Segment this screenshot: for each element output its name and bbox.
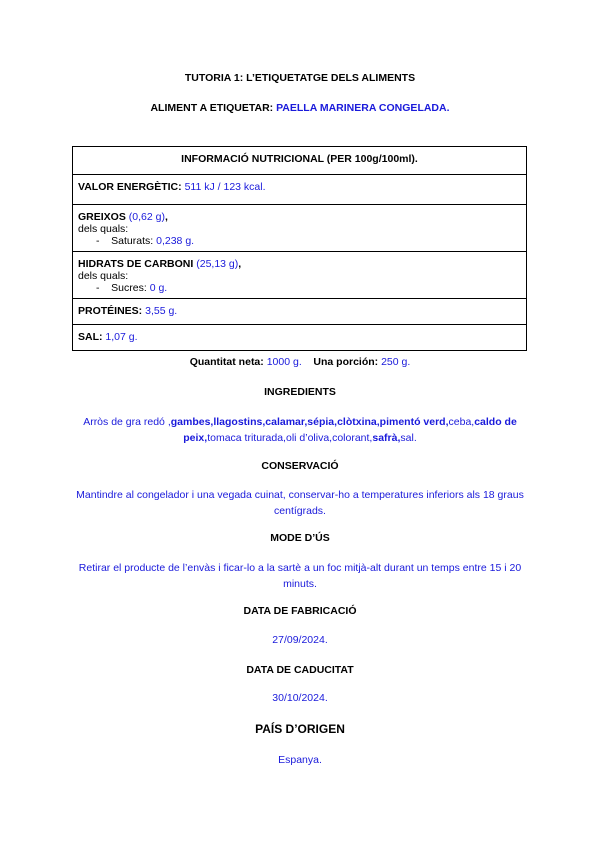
net-quantity-value: 1000 g. — [266, 356, 302, 368]
carb-of-which: dels quals: — [78, 270, 129, 282]
origin-title: PAÍS D’ORIGEN — [255, 722, 345, 736]
protein-label: PROTÉINES: — [78, 305, 143, 317]
sugar-label: Sucres: — [111, 282, 147, 294]
document-title: TUTORIA 1: L’ETIQUETATGE DELS ALIMENTS — [184, 72, 416, 84]
ingredient-segment: gambes,llagostins,calamar,sépia,clòtxina,pimentó verd, — [170, 416, 449, 428]
fat-comma: , — [164, 211, 168, 223]
fat-row — [73, 205, 527, 252]
net-quantity-label: Quantitat neta: — [189, 356, 264, 368]
conservation-title: CONSERVACIÓ — [261, 460, 339, 472]
fat-label: GREIXOS — [78, 211, 126, 223]
usage-text: Retirar el producte de l’envàs i ficar-lo a la sartè a un foc mitjà-alt durant un temps entre 15 i 20 minuts. — [78, 562, 522, 590]
fat-value: (0,62 g) — [128, 211, 165, 223]
ingredient-segment: tomaca triturada,oli d’oliva,colorant, — [207, 432, 373, 444]
portion-value: 250 g. — [381, 356, 411, 368]
origin-value: Espanya. — [278, 754, 322, 766]
energy-row — [73, 175, 527, 205]
protein-value: 3,55 g. — [145, 305, 178, 317]
saturated-label: Saturats: — [111, 235, 154, 247]
carb-label: HIDRATS DE CARBONI — [78, 258, 194, 270]
portion-label: Una porción: — [313, 356, 379, 368]
ingredient-segment: caldo de peix, — [183, 416, 517, 444]
ingredient-segment: ceba, — [448, 416, 475, 428]
salt-label: SAL: — [78, 331, 103, 343]
salt-value: 1,07 g. — [105, 331, 138, 343]
dash-1: - — [96, 235, 100, 247]
food-label: ALIMENT A ETIQUETAR: — [150, 102, 274, 114]
energy-value: 511 kJ / 123 kcal. — [184, 181, 266, 193]
salt-row — [73, 325, 527, 351]
conservation-text: Mantindre al congelador i una vegada cuinat, conservar-ho a temperatures inferiors als 18 graus centígrads. — [76, 489, 524, 517]
protein-row — [73, 299, 527, 325]
quantity-line — [0, 356, 600, 368]
carb-comma: , — [238, 258, 242, 270]
usage-title: MODE D’ÚS — [270, 532, 330, 544]
dash-2: - — [96, 282, 100, 294]
nutrition-header: INFORMACIÓ NUTRICIONAL (PER 100g/100ml). — [73, 147, 527, 175]
food-name: PAELLA MARINERA CONGELADA. — [276, 102, 450, 114]
fat-of-which: dels quals: — [78, 223, 129, 235]
carb-value: (25,13 g) — [196, 258, 239, 270]
ingredients-text — [64, 414, 536, 446]
expiry-title: DATA DE CADUCITAT — [246, 664, 354, 676]
ingredient-segment: safrà, — [372, 432, 401, 444]
nutrition-table — [72, 146, 527, 351]
energy-label: VALOR ENERGÈTIC: — [78, 181, 182, 193]
sugar-value: 0 g. — [149, 282, 168, 294]
manufacture-date: 27/09/2024. — [272, 634, 328, 646]
ingredient-segment: Arròs de gra redó , — [83, 416, 171, 428]
manufacture-title: DATA DE FABRICACIÓ — [243, 605, 357, 617]
carb-row — [73, 252, 527, 299]
expiry-date: 30/10/2024. — [272, 692, 328, 704]
saturated-value: 0,238 g. — [156, 235, 195, 247]
ingredients-title: INGREDIENTS — [264, 386, 336, 398]
food-line — [0, 102, 600, 114]
ingredient-segment: sal. — [400, 432, 417, 444]
